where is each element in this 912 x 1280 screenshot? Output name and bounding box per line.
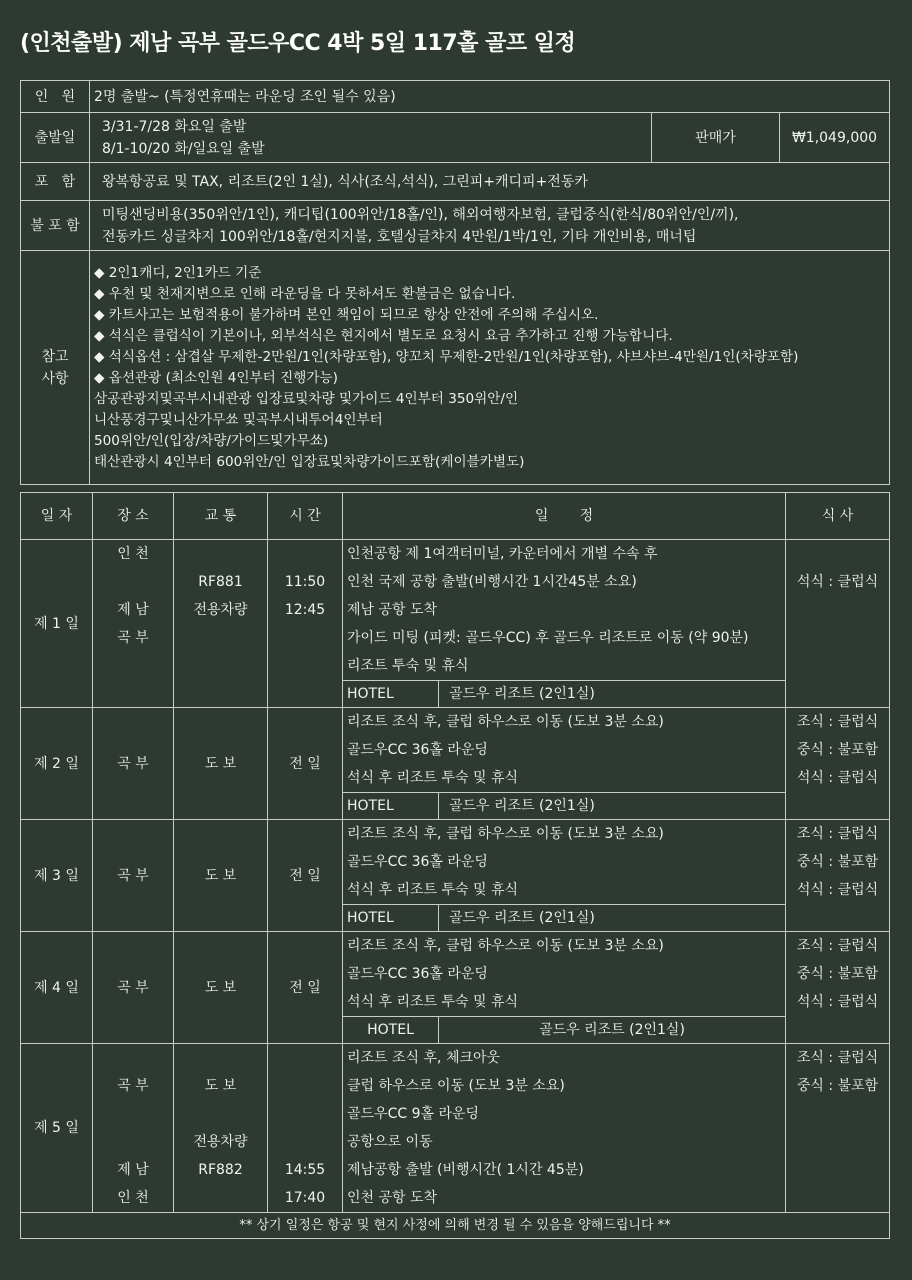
day-meals	[786, 932, 890, 1044]
day-time	[268, 1044, 343, 1213]
info-table	[20, 80, 890, 485]
meal-line: 조식 : 클럽식	[796, 938, 879, 954]
depart-line: 3/31-7/28 화요일 출발	[102, 118, 247, 135]
itinerary-item: 리조트 조식 후, 클럽 하우스로 이동 (도보 3분 소요)	[347, 938, 664, 954]
day-items	[343, 932, 786, 1017]
hotel-label: HOTEL	[343, 1017, 439, 1044]
day-time	[268, 540, 343, 708]
note-line: ◆ 2인1캐디, 2인1카드 기준	[94, 264, 262, 281]
transport-line	[178, 540, 263, 568]
price-label: 판매가	[652, 113, 780, 163]
itinerary-item: 클럽 하우스로 이동 (도보 3분 소요)	[347, 1078, 565, 1094]
hotel-name: 골드우 리조트 (2인1실)	[439, 905, 786, 932]
transport-line: 도 보	[204, 1078, 237, 1094]
day-row	[21, 932, 890, 1017]
hotel-label: HOTEL	[343, 793, 439, 820]
note-line: ◆ 석식옵션 : 삼겹살 무제한-2만원/1인(차량포함), 양꼬치 무제한-2만원/1인(차량포함), 샤브샤브-4만원/1인(차량포함)	[94, 348, 799, 365]
meal-line: 조식 : 클럽식	[796, 714, 879, 730]
transport-line: RF881	[198, 574, 243, 590]
day-items	[343, 540, 786, 681]
day-meals	[786, 708, 890, 820]
notes-label	[21, 251, 90, 485]
itinerary-item: 리조트 조식 후, 클럽 하우스로 이동 (도보 3분 소요)	[347, 714, 664, 730]
note-line: ◆ 옵션관광 (최소인원 4인부터 진행가능)	[94, 369, 338, 386]
people-row	[21, 81, 890, 113]
place-line: 제 남	[117, 1162, 149, 1178]
time-line: 11:50	[284, 574, 326, 590]
place-line: 인 천	[117, 546, 149, 562]
place-line: 곡 부	[117, 1078, 149, 1094]
header-time: 시 간	[268, 493, 343, 540]
header-transport: 교 통	[174, 493, 268, 540]
meal-line: 중식 : 불포함	[796, 966, 879, 982]
day-transport	[174, 1044, 268, 1213]
meal-line: 중식 : 불포함	[796, 1078, 879, 1094]
transport-line: 전용차량	[193, 602, 248, 618]
day-row	[21, 708, 890, 793]
meal-line: 석식 : 클럽식	[796, 770, 879, 786]
transport-line	[178, 1100, 263, 1128]
day-label: 제 5 일	[21, 1044, 93, 1213]
notes-label-line: 참고	[41, 348, 69, 365]
itinerary-item: 인천 공항 도착	[347, 1190, 438, 1206]
time-line: 17:40	[284, 1190, 326, 1206]
itinerary-item: 골드우CC 9홀 라운딩	[347, 1106, 480, 1122]
note-line: ◆ 우천 및 천재지변으로 인해 라운딩을 다 못하셔도 환불금은 없습니다.	[94, 285, 516, 302]
day-label: 제 3 일	[21, 820, 93, 932]
exclude-line: 미팅샌딩비용(350위안/1인), 캐디팁(100위안/18홀/인), 해외여행자보험, 클럽중식(한식/80위안/인/끼),	[102, 206, 739, 223]
day-transport: 도 보	[174, 932, 268, 1044]
itinerary-item: 골드우CC 36홀 라운딩	[347, 966, 488, 982]
include-value: 왕복항공료 및 TAX, 리조트(2인 1실), 식사(조식,석식), 그린피+캐디피+전동카	[90, 163, 890, 201]
itinerary-item: 공항으로 이동	[347, 1134, 433, 1150]
day-transport: 도 보	[174, 708, 268, 820]
hotel-name: 골드우 리조트 (2인1실)	[439, 1017, 786, 1044]
place-line	[97, 1100, 169, 1128]
meal-line: 석식 : 클럽식	[796, 994, 879, 1010]
note-line: 500위안/인(입장/차량/가이드및가무쑈)	[94, 432, 329, 449]
time-line: 12:45	[284, 602, 326, 618]
place-line: 제 남	[117, 602, 149, 618]
meal-line: 조식 : 클럽식	[796, 1050, 879, 1066]
transport-line: RF882	[198, 1162, 243, 1178]
schedule-table	[20, 492, 890, 1239]
meal-line: 중식 : 불포함	[796, 854, 879, 870]
day-time: 전 일	[268, 932, 343, 1044]
footer-note: ** 상기 일정은 항공 및 현지 사정에 의해 변경 될 수 있음을 양해드립니다 **	[21, 1213, 890, 1239]
meal-line: 석식 : 클럽식	[796, 882, 879, 898]
itinerary-item: 리조트 조식 후, 체크아웃	[347, 1050, 501, 1066]
exclude-line: 전동카드 싱글챠지 100위안/18홀/현지지불, 호텔싱글챠지 4만원/1박/1인, 기타 개인비용, 매너팁	[102, 228, 697, 245]
note-line: 니산풍경구및니산가무쑈 및곡부시내투어4인부터	[94, 411, 383, 428]
footer-row	[21, 1213, 890, 1239]
day-row	[21, 820, 890, 905]
day-transport	[174, 540, 268, 708]
hotel-label: HOTEL	[343, 905, 439, 932]
include-row	[21, 163, 890, 201]
itinerary-item: 석식 후 리조트 투숙 및 휴식	[347, 770, 519, 786]
notes-value	[90, 251, 890, 485]
note-line: 삼공관광지및곡부시내관광 입장료및차량 및가이드 4인부터 350위안/인	[94, 390, 519, 407]
header-day: 일 자	[21, 493, 93, 540]
time-line	[272, 1100, 338, 1128]
note-line: ◆ 카트사고는 보험적용이 불가하며 본인 책임이 되므로 항상 안전에 주의해 주십시오.	[94, 306, 599, 323]
header-meals: 식 사	[786, 493, 890, 540]
people-value: 2명 출발~ (특정연휴때는 라운딩 조인 될수 있음)	[90, 81, 890, 113]
day-meals	[786, 820, 890, 932]
day-row	[21, 540, 890, 681]
day-label: 제 2 일	[21, 708, 93, 820]
day-time: 전 일	[268, 708, 343, 820]
transport-line	[178, 1044, 263, 1072]
hotel-name: 골드우 리조트 (2인1실)	[439, 793, 786, 820]
exclude-value	[90, 201, 890, 251]
meal-line: 중식 : 불포함	[796, 742, 879, 758]
day-time: 전 일	[268, 820, 343, 932]
depart-row	[21, 113, 890, 163]
day-items	[343, 820, 786, 905]
itinerary-item: 제남 공항 도착	[347, 602, 438, 618]
meal-line: 석식 : 클럽식	[796, 574, 879, 590]
page-title: (인천출발) 제남 곡부 골드우CC 4박 5일 117홀 골프 일정	[20, 31, 576, 56]
day-meals	[786, 540, 890, 708]
time-line: 14:55	[284, 1162, 326, 1178]
include-label: 포 함	[21, 163, 90, 201]
time-line	[272, 540, 338, 568]
time-line	[272, 1128, 338, 1156]
day-row	[21, 1044, 890, 1213]
day-label: 제 4 일	[21, 932, 93, 1044]
note-line: 태산관광시 4인부터 600위안/인 입장료및차량가이드포함(케이블카별도)	[94, 453, 525, 470]
time-line	[272, 1044, 338, 1072]
itinerary-item: 가이드 미팅 (피켓: 골드우CC) 후 골드우 리조트로 이동 (약 90분)	[347, 630, 749, 646]
day-place: 곡 부	[93, 820, 174, 932]
itinerary-item: 인천 국제 공항 출발(비행시간 1시간45분 소요)	[347, 574, 637, 590]
itinerary-item: 석식 후 리조트 투숙 및 휴식	[347, 994, 519, 1010]
day-label: 제 1 일	[21, 540, 93, 708]
schedule-header-row	[21, 493, 890, 540]
price-value: ₩1,049,000	[780, 113, 890, 163]
notes-label-line: 사항	[41, 370, 69, 387]
header-itinerary: 일 정	[343, 493, 786, 540]
hotel-label: HOTEL	[343, 681, 439, 708]
day-meals	[786, 1044, 890, 1213]
place-line: 인 천	[117, 1190, 149, 1206]
day-place: 곡 부	[93, 708, 174, 820]
hotel-name: 골드우 리조트 (2인1실)	[439, 681, 786, 708]
day-transport: 도 보	[174, 820, 268, 932]
exclude-label: 불 포 함	[21, 201, 90, 251]
notes-row	[21, 251, 890, 485]
place-line	[97, 1128, 169, 1156]
depart-value	[90, 113, 652, 163]
time-line	[272, 1072, 338, 1100]
day-place: 곡 부	[93, 932, 174, 1044]
note-line: ◆ 석식은 클럽식이 기본이나, 외부석식은 현지에서 별도로 요청시 요금 추가하고 진행 가능합니다.	[94, 327, 673, 344]
itinerary-item: 리조트 조식 후, 클럽 하우스로 이동 (도보 3분 소요)	[347, 826, 664, 842]
itinerary-item: 제남공항 출발 (비행시간( 1시간 45분)	[347, 1162, 584, 1178]
place-line	[97, 1044, 169, 1072]
depart-label: 출발일	[21, 113, 90, 163]
itinerary-item: 인천공항 제 1여객터미널, 카운터에서 개별 수속 후	[347, 546, 658, 562]
day-place	[93, 1044, 174, 1213]
depart-line: 8/1-10/20 화/일요일 출발	[102, 140, 265, 157]
transport-line: 전용차량	[193, 1134, 248, 1150]
place-line	[97, 568, 169, 596]
itinerary-item: 골드우CC 36홀 라운딩	[347, 742, 488, 758]
meal-line: 조식 : 클럽식	[796, 826, 879, 842]
day-place	[93, 540, 174, 708]
itinerary-item: 리조트 투숙 및 휴식	[347, 658, 469, 674]
people-label: 인 원	[21, 81, 90, 113]
day-items	[343, 708, 786, 793]
place-line: 곡 부	[117, 630, 149, 646]
header-place: 장 소	[93, 493, 174, 540]
itinerary-item: 석식 후 리조트 투숙 및 휴식	[347, 882, 519, 898]
day-items	[343, 1044, 786, 1213]
exclude-row	[21, 201, 890, 251]
itinerary-item: 골드우CC 36홀 라운딩	[347, 854, 488, 870]
